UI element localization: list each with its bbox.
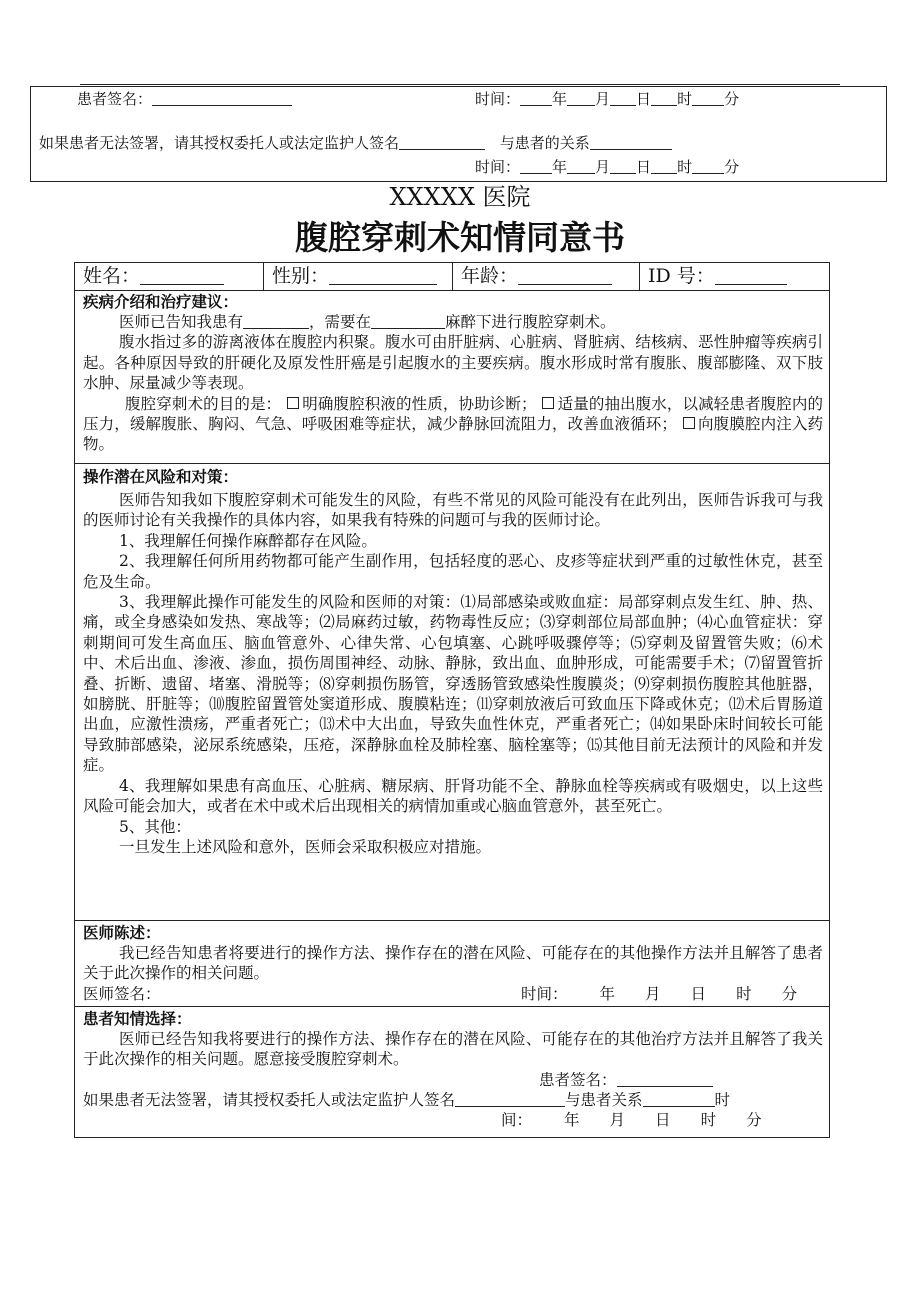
- purpose-paragraph: 腹腔穿刺术的目的是： 明确腹腔积液的性质，协助诊断； 适量的抽出腹水，以减轻患者腹腔内的压力，缓解腹胀、胸闷、气急、呼吸困难等症状，减少静脉回流阻力，改善血液循环； 向腹膜腔内注入药物。: [83, 394, 823, 454]
- patient-choice-text: 医师已经告知我将要进行的操作方法、操作存在的潜在风险、可能存在的其他治疗方法并且解答了我关于此次操作的相关问题。愿意接受腹腔穿刺术。: [83, 1030, 823, 1069]
- checkbox-icon[interactable]: [542, 397, 554, 409]
- checkbox-icon[interactable]: [683, 417, 695, 429]
- document-title: 腹腔穿刺术知情同意书: [295, 218, 625, 257]
- top-rule: [80, 84, 840, 85]
- proxy-sign-line[interactable]: [399, 133, 485, 150]
- top-time-1: 时间： 年 月 日 时 分: [475, 90, 740, 108]
- consent-form: [74, 262, 830, 1138]
- section-patient-choice: [75, 1007, 829, 1137]
- risk-item-5: 5、其他：: [119, 817, 191, 836]
- section-title: 疾病介绍和治疗建议：: [83, 292, 239, 311]
- hospital-name: XXXXX 医院: [389, 183, 531, 211]
- top-proxy-sign: 如果患者无法签署，请其授权委托人或法定监护人签名 与患者的关系: [39, 132, 672, 154]
- id-field[interactable]: [715, 264, 787, 285]
- top-signature-box: [30, 86, 887, 182]
- section-disease-intro: [75, 291, 829, 464]
- risk-item-4: 4、我理解如果患有高血压、心脏病、糖尿病、肝肾功能不全、静脉血栓等疾病或有吸烟史，以上这些风险可能会加大，或者在术中或术后出现相关的病情加重或心脑血管意外，甚至死亡。: [83, 776, 823, 816]
- doctor-sign-time: 时间： 年 月 日 时 分: [521, 984, 798, 1003]
- name-cell: 姓名：: [75, 263, 264, 290]
- gender-field[interactable]: [329, 264, 437, 285]
- patient-sign-field[interactable]: [617, 1070, 713, 1087]
- patient-sign-line[interactable]: [152, 89, 292, 106]
- id-cell: ID 号：: [640, 263, 828, 290]
- gender-cell: 性别：: [264, 263, 453, 290]
- top-patient-sign: 患者签名：: [77, 88, 292, 110]
- section-title: 医师陈述：: [83, 923, 161, 942]
- risk-item-1: 1、我理解任何操作麻醉都存在风险。: [119, 531, 377, 550]
- doctor-statement-text: 我已经告知患者将要进行的操作方法、操作存在的潜在风险、可能存在的其他操作方法并且解答了患者关于此次操作的相关问题。: [83, 944, 823, 983]
- section-title: 操作潜在风险和对策：: [83, 467, 239, 486]
- doctor-sign-row: 医师签名： 时间： 年 月 日 时 分: [83, 984, 798, 1003]
- diagnosis-line: 医师已告知我患有 ，需要在 麻醉下进行腹腔穿刺术。: [119, 313, 616, 331]
- anesthesia-field[interactable]: [371, 312, 445, 329]
- section-risks: [75, 464, 829, 921]
- patient-sign-row: 患者签名：: [75, 1070, 829, 1090]
- relation-field[interactable]: [643, 1090, 715, 1107]
- age-field[interactable]: [518, 264, 612, 285]
- risk-closing: 一旦发生上述风险和意外，医师会采取积极应对措施。: [119, 837, 492, 856]
- section-title: 患者知情选择：: [83, 1009, 192, 1028]
- doctor-sign-field[interactable]: [161, 984, 257, 1001]
- proxy-sign-field[interactable]: [455, 1090, 565, 1107]
- patient-sign-time-row: 间： 年 月 日 时 分: [501, 1110, 762, 1129]
- top-time-2: 时间： 年 月 日 时 分: [475, 158, 740, 176]
- age-cell: 年龄：: [453, 263, 640, 290]
- risk-item-2: 2、我理解任何所用药物都可能产生副作用，包括轻度的恶心、皮疹等症状到严重的过敏性休克，甚至危及生命。: [83, 552, 823, 591]
- risk-intro: 医师告知我如下腹腔穿刺术可能发生的风险，有些不常见的风险可能没有在此列出，医师告诉我可与我的医师讨论有关我操作的具体内容，如果我有特殊的问题可与我的医师讨论。: [83, 491, 823, 530]
- checkbox-icon[interactable]: [287, 397, 299, 409]
- risk-item-3: 3、我理解此操作可能发生的风险和医师的对策：⑴局部感染或败血症：局部穿刺点发生红、肿、热、痛，或全身感染如发热、寒战等；⑵局麻药过敏，药物毒性反应；⑶穿刺部位局部血肿；⑷心血管症状：穿刺期间可发生高血压、脑血管意外、心律失常、心包填塞、心跳呼吸骤停等；⑸穿刺及留置管失败；⑹术中、术后出血、渗液、渗血，损伤周围神经、动脉、静脉，致出血、血肿形成，可能需要手术；⑺留置管折叠、折断、遗留、堵塞、滑脱等；⑻穿刺损伤肠管，穿透肠管致感染性腹膜炎；⑼穿刺损伤腹腔其他脏器，如膀胱、肝脏等；⑽腹腔留置管处窦道形成、腹膜粘连；⑾穿刺放液后可致血压下降或休克；⑿术后胃肠道出血，应激性溃疡，严重者死亡；⒀术中大出血，导致失血性休克，严重者死亡；⒁如果卧床时间较长可能导致肺部感染，泌尿系统感染，压疮，深静脉血栓及肺栓塞、脑栓塞等；⒂其他目前无法预计的风险和并发症。: [83, 593, 823, 775]
- name-field[interactable]: [140, 264, 224, 285]
- patient-info-row: [75, 263, 829, 291]
- relation-line[interactable]: [590, 133, 672, 150]
- section-doctor-statement: [75, 921, 829, 1007]
- diagnosis-field[interactable]: [243, 312, 309, 329]
- proxy-sign-row: 如果患者无法签署，请其授权委托人或法定监护人签名 与患者关系 时: [83, 1090, 731, 1109]
- ascites-description: 腹水指过多的游离液体在腹腔内积聚。腹水可由肝脏病、心脏病、肾脏病、结核病、恶性肿瘤等疾病引起。各种原因导致的肝硬化及原发性肝癌是引起腹水的主要疾病。腹水形成时常有腹胀、腹部膨隆、双下肢水肿、尿量减少等表现。: [83, 333, 823, 393]
